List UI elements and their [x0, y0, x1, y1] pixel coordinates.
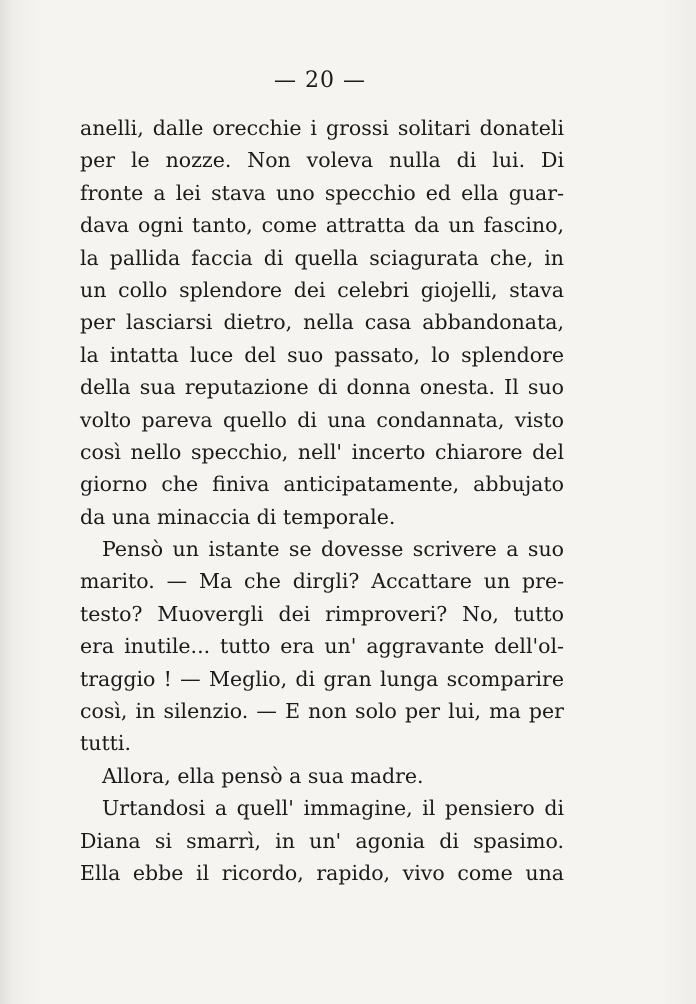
text-line: la pallida faccia di quella sciagurata che, in [80, 245, 564, 270]
text-line: dava ogni tanto, come attratta da un fascino, [80, 213, 564, 238]
text-line: per le nozze. Non voleva nulla di lui. Di [80, 148, 564, 173]
text-line: Pensò un istante se dovesse scrivere a suo [102, 537, 564, 562]
text-line: testo? Muovergli dei rimproveri? No, tutto [80, 601, 564, 626]
text-line: era inutile... tutto era un' aggravante dell'ol- [80, 634, 564, 659]
text-line: della sua reputazione di donna onesta. Il suo [80, 375, 564, 400]
text-line: tutti. [80, 731, 131, 756]
body-text [80, 112, 564, 889]
text-line: Allora, ella pensò a sua madre. [102, 763, 424, 788]
text-line: fronte a lei stava uno specchio ed ella guar- [80, 180, 564, 205]
text-line: un collo splendore dei celebri giojelli, stava [80, 277, 564, 302]
text-line: volto pareva quello di una condannata, visto [80, 407, 564, 432]
page-number: — 20 — [274, 68, 366, 93]
text-line: marito. — Ma che dirgli? Accattare un pre- [80, 569, 564, 594]
text-line: giorno che finiva anticipatamente, abbujato [80, 472, 564, 497]
text-line: così, in silenzio. — E non solo per lui, ma per [80, 699, 564, 724]
text-line: anelli, dalle orecchie i grossi solitari donateli [80, 116, 564, 140]
text-line: Diana si smarrì, in un' agonia di spasimo. [80, 828, 564, 853]
text-line: Urtandosi a quell' immagine, il pensiero di [102, 796, 564, 821]
text-line: Ella ebbe il ricordo, rapido, vivo come una [80, 860, 564, 885]
text-line: così nello specchio, nell' incerto chiarore del [80, 439, 564, 464]
text-line: traggio ! — Meglio, di gran lunga scomparire [80, 666, 564, 691]
text-line: la intatta luce del suo passato, lo splendore [80, 342, 564, 367]
text-line: per lasciarsi dietro, nella casa abbandonata, [80, 310, 564, 335]
text-line: da una minaccia di temporale. [80, 504, 396, 529]
